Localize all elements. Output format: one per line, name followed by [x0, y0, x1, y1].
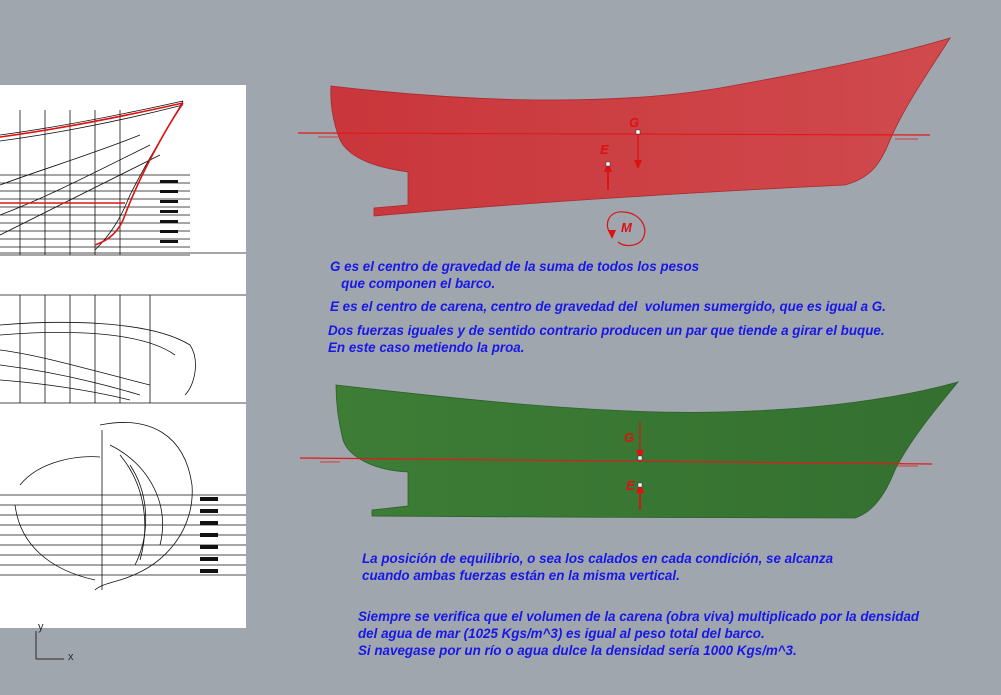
caption-density [358, 608, 919, 659]
red-hull[interactable] [331, 38, 950, 216]
caption-g-line1: G es el centro de gravedad de la suma de todos los pesos [330, 259, 700, 274]
green-hull[interactable] [336, 382, 958, 518]
caption-dens-line1: Siempre se verifica que el volumen de la carena (obra viva) multiplicado por la densidad [358, 609, 920, 624]
caption-center-of-buoyancy: E es el centro de carena, centro de gravedad del volumen sumergido, que es igual a G. [330, 299, 886, 314]
axis-y-label: y [38, 621, 44, 633]
red-m-label: M [621, 220, 632, 235]
caption-dens-line2: del agua de mar (1025 Kgs/m^3) es igual al peso total del barco. [358, 626, 765, 641]
caption-par-line2: En este caso metiendo la proa. [328, 340, 525, 355]
red-e-label: E [600, 142, 609, 157]
world-axes-icon [36, 631, 64, 659]
axis-x-label: x [68, 651, 74, 663]
caption-g-line2: que componen el barco. [330, 276, 496, 291]
caption-eq-line2: cuando ambas fuerzas están en la misma vertical. [362, 568, 680, 583]
caption-force-couple [328, 322, 885, 356]
green-e-label: E [626, 478, 635, 493]
green-hull-group[interactable] [300, 382, 958, 518]
caption-eq-line1: La posición de equilibrio, o sea los calados en cada condición, se alcanza [362, 551, 834, 566]
caption-par-line1: Dos fuerzas iguales y de sentido contrario producen un par que tiende a girar el buque. [328, 323, 885, 338]
red-hull-group[interactable] [298, 38, 950, 246]
caption-center-of-gravity [330, 258, 699, 292]
caption-dens-line3: Si navegase por un río o agua dulce la densidad sería 1000 Kgs/m^3. [358, 643, 797, 658]
caption-equilibrium [362, 550, 833, 584]
red-g-label: G [629, 115, 640, 130]
green-g-label: G [624, 430, 635, 445]
